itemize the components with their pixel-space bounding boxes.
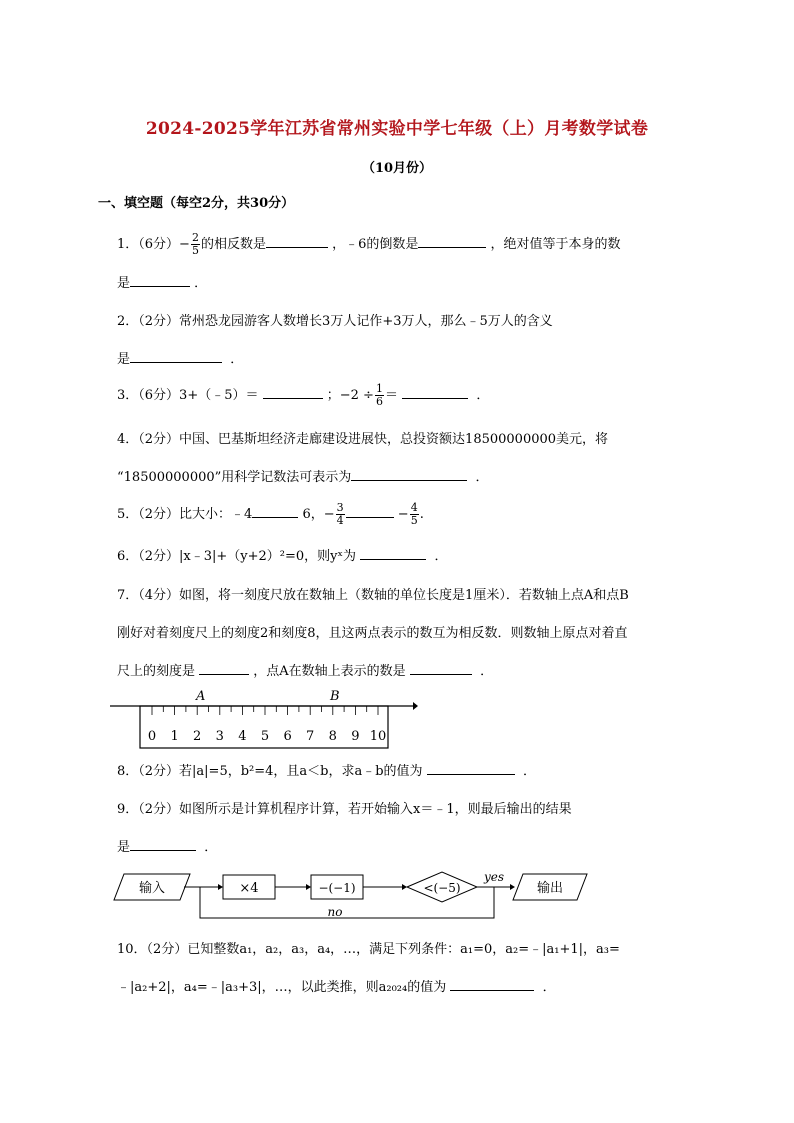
q5-text-b: 6，− [302,507,335,522]
q9-end: ． [204,840,218,855]
q7-blank-1[interactable] [199,662,249,675]
q7-text-b: 刚好对着刻度尺上的刻度2和刻度8，且这两点表示的数互为相反数．则数轴上原点对着直 [117,626,628,641]
q5-fraction-1 [336,502,345,527]
question-6 [117,545,447,564]
question-10 [117,938,620,957]
q5-blank-1[interactable] [252,505,298,518]
ruler-number: 7 [306,729,315,744]
ruler-number: 10 [369,729,387,744]
q6-end: ． [434,549,448,564]
q5-fraction-2 [410,502,419,527]
q3-text-b: ；−2 ÷ [326,388,374,403]
q8-text: 8．（2分）若|a|=5，b²=4，且a＜b，求a﹣b的值为 [117,764,423,779]
ruler-number: 1 [170,729,179,744]
ruler-figure [108,684,418,752]
flow-mult-label: ×4 [239,881,259,896]
q4-blank[interactable] [351,468,467,481]
ruler-ticks [152,706,378,715]
exam-subtitle: （10月份） [361,161,433,176]
ruler-label-b: B [330,689,340,704]
q9-blank[interactable] [130,838,196,851]
q7-text-a: 7．（4分）如图，将一刻度尺放在数轴上（数轴的单位长度是1厘米）．若数轴上点A和点B [117,588,629,603]
q7-text-c: 尺上的刻度是 [117,664,196,679]
q1-text-a: 的相反数是 [200,237,266,252]
q2-text-a: 2．（2分）常州恐龙园游客人数增长3万人记作+3万人，那么﹣5万人的含义 [117,314,553,329]
flow-output-label: 输出 [536,881,564,896]
q8-blank[interactable] [427,762,515,775]
ruler-label-a: A [196,689,206,704]
q6-text: 6．（2分）|x﹣3|+（y+2）²=0，则yˣ为 [117,549,357,564]
q5-frac1-denominator: 4 [336,514,344,527]
question-7 [117,584,629,603]
q1-blank-1[interactable] [266,235,328,248]
ruler-number: 5 [260,729,270,744]
q3-end: ． [476,388,490,403]
question-2-cont [117,348,243,367]
q3-fraction [375,383,384,408]
q1-number: 1．（6分） [117,237,180,252]
question-3 [117,383,489,408]
ruler-number: 2 [193,729,202,744]
ruler-number: 4 [238,729,247,744]
q1-fraction [191,232,200,257]
q3-blank-1[interactable] [263,386,323,399]
q2-blank[interactable] [130,350,222,363]
flow-yes-label: yes [483,870,505,884]
flow-condition-label: <(−5) [423,881,461,895]
q1-text-b: ，﹣6的倒数是 [332,237,419,252]
q2-text-b: 是 [117,352,131,367]
q4-text-a: 4．（2分）中国、巴基斯坦经济走廊建设进展快，总投资额达18500000000美元，将 [117,432,609,447]
q3-blank-2[interactable] [402,386,468,399]
q5-frac2-numerator: 4 [410,501,418,514]
flowchart-figure [110,866,590,922]
q10-blank[interactable] [450,978,534,991]
q4-text-b: “18500000000”用科学记数法可表示为 [117,470,352,485]
flow-sub-label: −(−1) [318,881,356,895]
q3-equals: ＝ [384,388,398,403]
question-1-cont [117,272,207,291]
ruler-numbers [148,729,386,744]
q7-end: ． [480,664,494,679]
question-4-cont [117,466,489,485]
q8-end: ． [522,764,536,779]
q1-frac-denominator: 5 [191,244,199,257]
q1-minus: − [179,237,190,252]
q5-text-a: 5．（2分）比大小：﹣4 [117,507,253,522]
question-7-cont-2 [117,660,493,679]
axis-arrow-icon [413,702,418,710]
q1-text-d: 是 [117,276,131,291]
q2-end: ． [230,352,244,367]
q3-frac-denominator: 6 [375,395,383,408]
ruler-number: 8 [328,729,337,744]
q5-end: . [419,507,424,522]
arrow-head-icon [510,884,515,890]
q6-blank[interactable] [360,547,426,560]
q5-text-c: − [397,507,409,522]
q1-frac-numerator: 2 [191,231,199,244]
question-8 [117,760,536,779]
ruler-number: 9 [351,729,360,744]
q10-text-a: 10．（2分）已知整数a₁，a₂，a₃，a₄，…，满足下列条件：a₁=0，a₂=﹣|a₁+1|，a₃= [117,942,620,957]
exam-title: 2024-2025学年江苏省常州实验中学七年级（上）月考数学试卷 [145,119,649,139]
q1-end: ． [194,276,208,291]
arrow-head-icon [218,884,223,890]
section-heading: 一、填空题（每空2分，共30分） [98,196,295,211]
q5-frac1-numerator: 3 [336,501,344,514]
q1-blank-2[interactable] [418,235,486,248]
q5-blank-2[interactable] [346,505,394,518]
ruler-number: 6 [283,729,292,744]
question-7-cont-1 [117,622,628,641]
question-5 [117,502,424,527]
question-9 [117,798,572,817]
flow-no-label: no [327,905,343,919]
ruler-number: 3 [215,729,224,744]
flow-input-label: 输入 [138,881,166,896]
q4-end: ． [475,470,489,485]
q10-text-b: ﹣|a₂+2|，a₄=﹣|a₃+3|，…，以此类推，则a₂₀₂₄的值为 [117,980,447,995]
q5-frac2-denominator: 5 [410,514,418,527]
question-4 [117,428,608,447]
question-1 [117,232,621,257]
q1-text-c: ，绝对值等于本身的数 [490,237,621,252]
q3-text-a: 3．（6分）3+（﹣5）＝ [117,388,259,403]
q10-end: ． [542,980,556,995]
q7-blank-2[interactable] [410,662,472,675]
question-10-cont [117,976,556,995]
arrow-head-icon [306,884,311,890]
q9-text-a: 9．（2分）如图所示是计算机程序计算，若开始输入x＝﹣1，则最后输出的结果 [117,802,572,817]
question-9-cont [117,836,217,855]
q3-frac-numerator: 1 [375,382,383,395]
ruler-number: 0 [147,729,157,744]
q1-blank-3[interactable] [130,274,190,287]
question-2 [117,310,553,329]
q7-text-d: ，点A在数轴上表示的数是 [253,664,406,679]
q9-text-b: 是 [117,840,131,855]
